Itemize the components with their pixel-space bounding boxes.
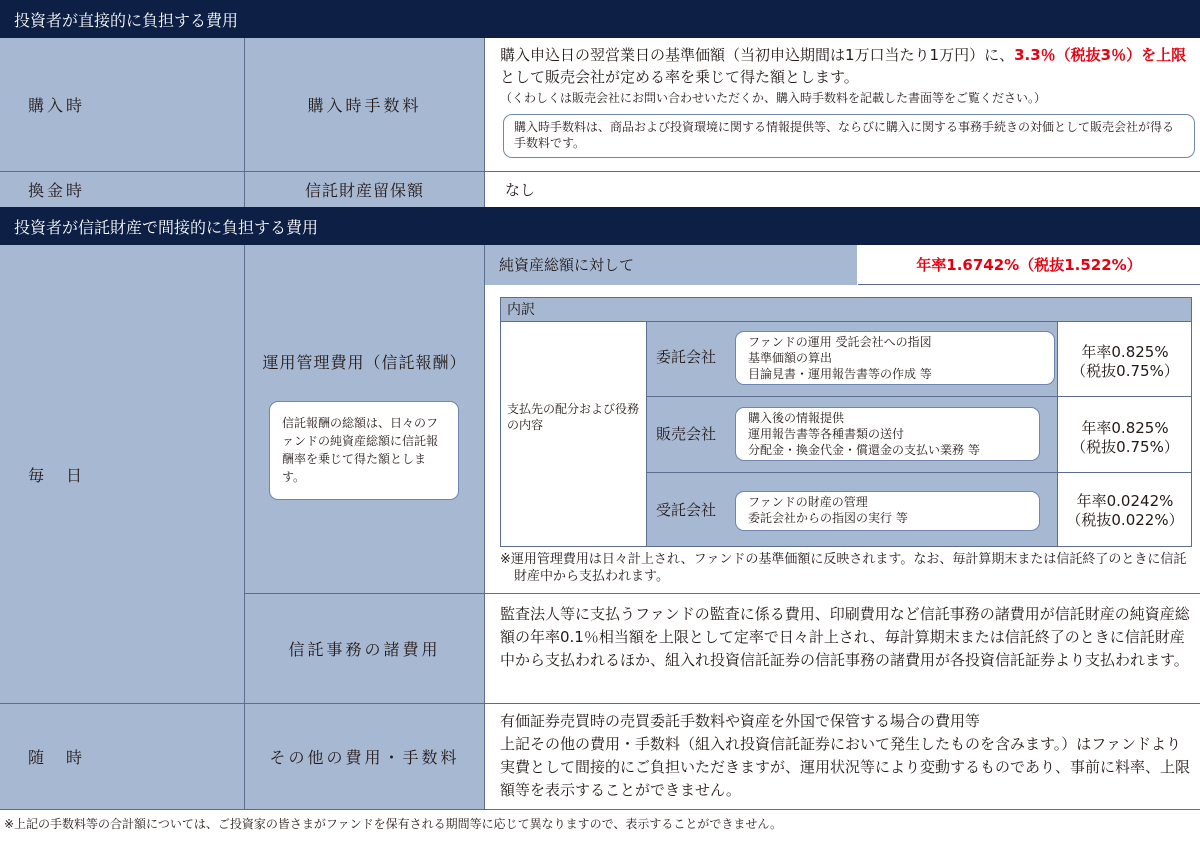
breakdown-label: 支払先の配分および役務の内容 (507, 402, 640, 432)
party-role-trustee: ファンドの財産の管理 委託会社からの指図の実行 等 (735, 491, 1040, 531)
party-name-trustee: 受託会社 (656, 501, 717, 519)
section-title-indirect: 投資者が信託財産で間接的に負担する費用 (14, 217, 319, 237)
net-asset-label-cell: 純資産総額に対して (485, 245, 857, 285)
party-rate-distributor: 年率0.825% （税抜0.75%） (1071, 419, 1179, 456)
management-fee-note: ※運用管理費用は日々計上され、ファンドの基準価額に反映されます。なお、毎計算期末または信託終了のときに信託財産中から支払われます。 (500, 552, 1187, 584)
section-title-direct: 投資者が直接的に負担する費用 (14, 10, 239, 30)
trust-admin-description: 監査法人等に支払うファンドの監査に係る費用、印刷費用など信託事務の諸費用が信託財産の純資産総額の年率0.1％相当額を上限として定率で日々計上され、毎計算期末または信託終了のときに信託財産中から支払われるほか、組入れ投資信託証券の信託事務の諸費用が各投資信託証券より支払われます。 (500, 605, 1190, 669)
timing-redemption: 換金時 (0, 172, 244, 207)
trust-fee-explanation-box: 信託報酬の総額は、日々のファンドの純資産総額に信託報酬率を乗じて得た額とします。 (269, 401, 459, 500)
item-purchase-fee: 購入時手数料 (245, 38, 484, 171)
purchase-fee-description (500, 44, 1195, 106)
purchase-fee-explanation-box: 購入時手数料は、商品および投資環境に関する情報提供等、ならびに購入に関する事務手続きの対価として販売会社が得る手数料です。 (503, 114, 1195, 158)
footnote: ※上記の手数料等の合計額については、ご投資家の皆さまがファンドを保有される期間等に応じて異なりますので、表示することができません。 (4, 817, 783, 831)
item-other-fees: その他の費用・手数料 (245, 704, 484, 809)
party-rate-trustee: 年率0.0242% （税抜0.022%） (1066, 492, 1184, 529)
purchase-fee-note: （くわしくは販売会社にお問い合わせいただくか、購入時手数料を記載した書面等をご覧ください。） (500, 91, 1047, 105)
other-fees-description: 有価証券売買時の売買委託手数料や資産を外国で保管する場合の費用等 上記その他の費用・手数料（組入れ投資信託証券において発生したものを含みます。）はファンドより実費として間接的にご負担いただきますが、運用状況等により変動するものであり、事前に料率、上限額等を表示することができません。 (500, 712, 1191, 799)
trust-reserve-value: なし (505, 180, 536, 199)
management-fee-label: 運用管理費用（信託報酬） (262, 353, 467, 372)
timing-daily: 毎 日 (0, 245, 244, 703)
section-header-indirect (0, 207, 1200, 245)
purchase-fee-text: 購入申込日の翌営業日の基準価額（当初申込期間は1万口当たり1万円）に、3.3％（税抜3％）を上限として販売会社が定める率を乗じて得た額とします。 (500, 46, 1187, 86)
section-header-direct (0, 0, 1200, 38)
timing-anytime: 随 時 (0, 704, 244, 809)
party-role-trustor: ファンドの運用 受託会社への指図 基準価額の算出 目論見書・運用報告書等の作成 等 (735, 331, 1055, 385)
party-name-trustor: 委託会社 (656, 348, 717, 366)
party-role-distributor: 購入後の情報提供 運用報告書等各種書類の送付 分配金・換金代金・償還金の支払い業務 等 (735, 407, 1040, 461)
item-trust-admin-expenses: 信託事務の諸費用 (245, 594, 484, 703)
party-rate-trustor: 年率0.825% （税抜0.75%） (1071, 343, 1179, 380)
breakdown-title-bar: 内訳 (501, 298, 1191, 322)
timing-purchase: 購入時 (0, 38, 244, 171)
party-name-distributor: 販売会社 (656, 425, 717, 443)
item-trust-reserve: 信託財産留保額 (245, 172, 484, 207)
net-asset-rate-cell: 年率1.6742%（税抜1.522%） (858, 245, 1200, 285)
